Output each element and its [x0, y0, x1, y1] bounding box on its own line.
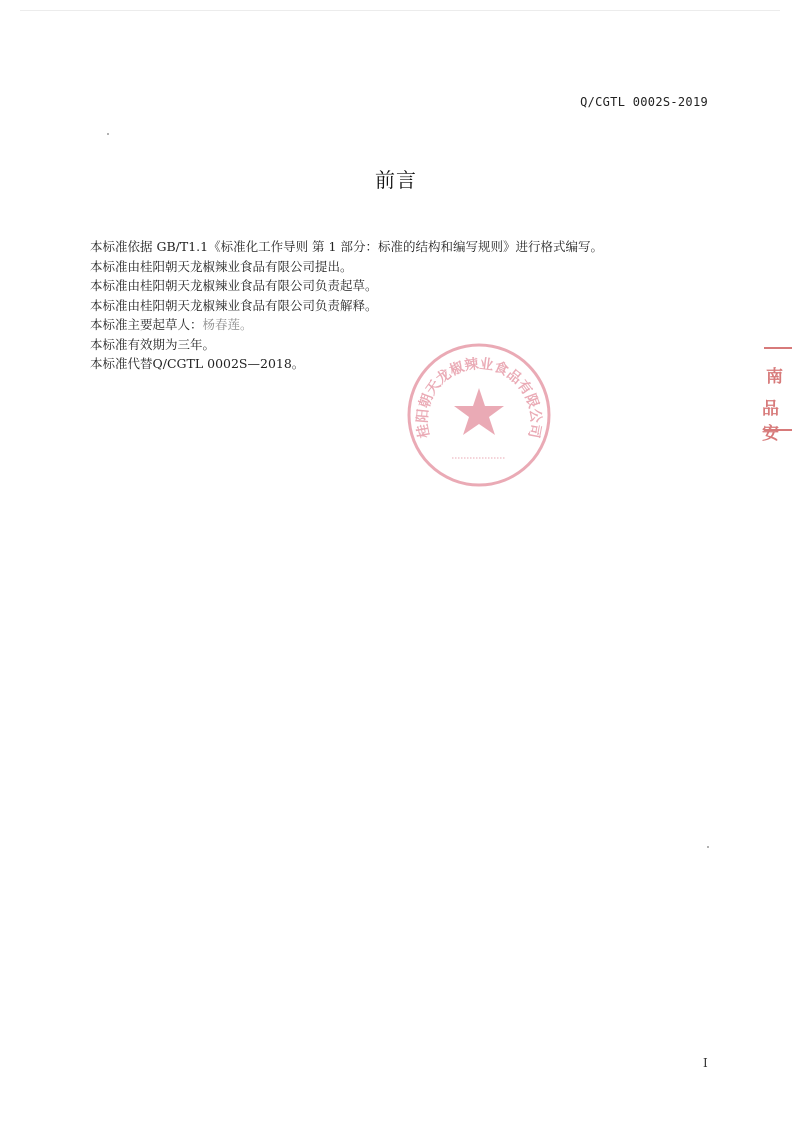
seal-star-icon [454, 388, 504, 435]
seal-text: 桂阳朝天龙椒辣业食品有限公司 [414, 356, 544, 440]
edge-stamp-char-bottom: 品安 [762, 399, 779, 444]
paragraph-validity: 本标准有效期为三年。 [90, 336, 216, 352]
paragraph-drafting-org: 本标准由桂阳朝天龙椒辣业食品有限公司负责起草。 [90, 278, 378, 293]
paragraph-interpreter: 本标准由桂阳朝天龙椒辣业食品有限公司负责解释。 [90, 297, 378, 313]
edge-seal-stamp [756, 340, 792, 444]
paragraph-basis: 本标准依据 GB/T1.1《标准化工作导则 第 1 部分：标准的结构和编写规则》进行格式编写。 [90, 239, 603, 254]
main-drafter-label: 本标准主要起草人： [90, 317, 203, 332]
page-title: 前言 [375, 168, 417, 192]
edge-stamp-char-top: 南 [766, 367, 783, 387]
top-rule [20, 10, 780, 11]
scan-speck [107, 133, 109, 135]
page-number: I [703, 1056, 708, 1070]
foreword-body [90, 237, 710, 374]
document-code: Q/CGTL 0002S-2019 [580, 95, 708, 109]
paragraph-main-drafter [90, 315, 710, 335]
scan-speck [707, 846, 709, 848]
paragraph-replaces: 本标准代替Q/CGTL 0002S—2018。 [90, 356, 305, 371]
company-seal-stamp [404, 340, 554, 490]
main-drafter-name: 杨春莲。 [202, 317, 253, 332]
paragraph-proposer: 本标准由桂阳朝天龙椒辣业食品有限公司提出。 [90, 258, 353, 274]
